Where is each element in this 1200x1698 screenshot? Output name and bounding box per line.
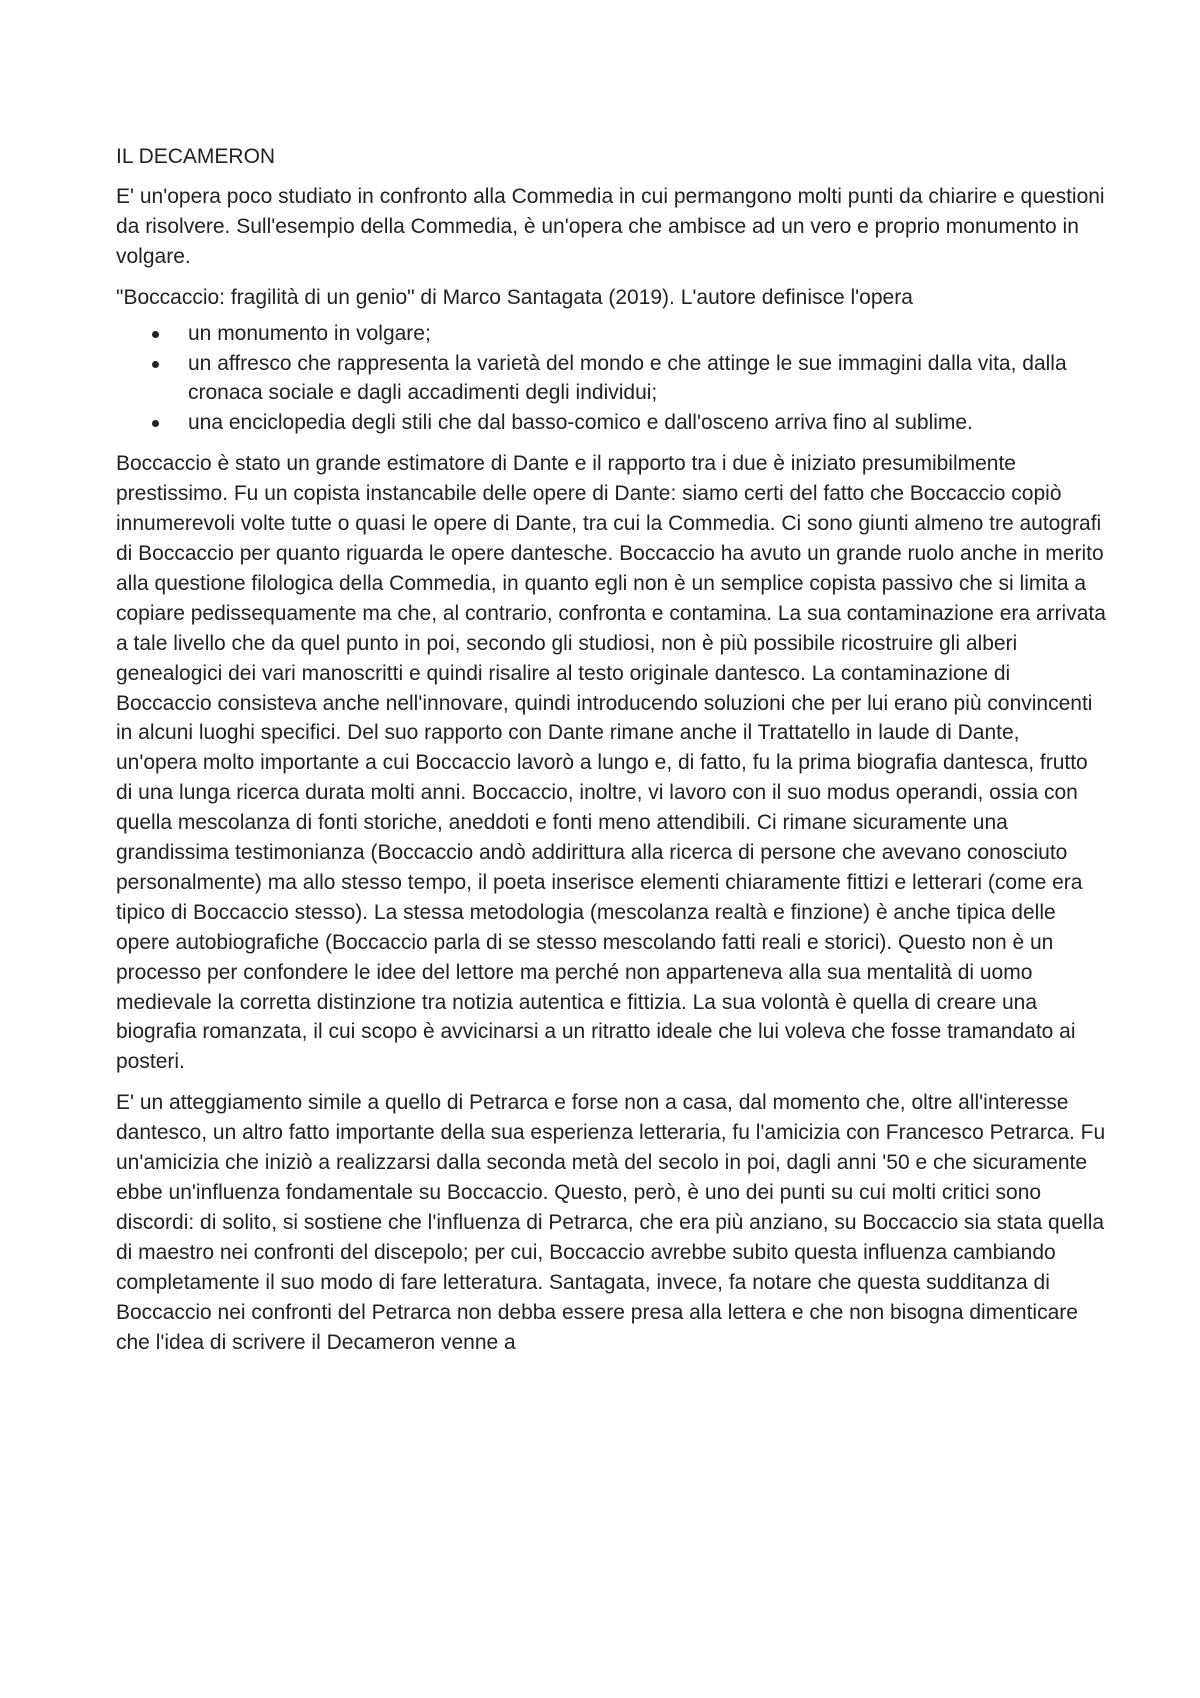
paragraph-intro: E' un'opera poco studiato in confronto alla Commedia in cui permangono molti punti da chiarire e questioni da risolvere. Sull'esempio della Commedia, è un'opera che ambisce ad un vero e proprio monumento in volgare. [116, 185, 1105, 268]
bullet-item [116, 319, 1106, 349]
document-body [116, 142, 1106, 1368]
bullet-item [116, 408, 1106, 438]
bullet-list [116, 319, 1106, 439]
bullet-dot-icon [152, 420, 159, 427]
bullet-text: un monumento in volgare; [188, 321, 431, 345]
paragraph-dante: Boccaccio è stato un grande estimatore di Dante e il rapporto tra i due è iniziato presumibilmente prestissimo. Fu un copista instancabile delle opere di Dante: siamo certi del fatto che Boccaccio copiò innumerevoli volte tutte o quasi le opere di Dante, tra cui la Commedia. Ci sono giunti almeno tre autografi di Boccaccio per quanto riguarda le opere dantesche. Boccaccio ha avuto un grande ruolo anche in merito alla questione filologica della Commedia, in quanto egli non è un semplice copista passivo che si limita a copiare pedissequamente ma che, al contrario, confronta e contamina. La sua contaminazione era arrivata a tale livello che da quel punto in poi, secondo gli studiosi, non è più possibile ricostruire gli alberi genealogici dei vari manoscritti e quindi risalire al testo originale dantesco. La contaminazione di Boccaccio consisteva anche nell'innovare, quindi introducendo soluzioni che per lui erano più convincenti in alcuni luoghi specifici. Del suo rapporto con Dante rimane anche il Trattatello in laude di Dante, un'opera molto importante a cui Boccaccio lavorò a lungo e, di fatto, fu la prima biografia dantesca, frutto di una lunga ricerca durata molti anni. Boccaccio, inoltre, vi lavoro con il suo modus operandi, ossia con quella mescolanza di fonti storiche, aneddoti e fonti meno attendibili. Ci rimane sicuramente una grandissima testimonianza (Boccaccio andò addirittura alla ricerca di persone che avevano conosciuto personalmente) ma allo stesso tempo, il poeta inserisce elementi chiaramente fittizi e letterari (come era tipico di Boccaccio stesso). La stessa metodologia (mescolanza realtà e finzione) è anche tipica delle opere autobiografiche (Boccaccio parla di se stesso mescolando fatti reali e storici). Questo non è un processo per confondere le idee del lettore ma perché non apparteneva alla sua mentalità di uomo medievale la corretta distinzione tra notizia autentica e fittizia. La sua volontà è quella di creare una biografia romanzata, il cui scopo è avvicinarsi a un ritratto ideale che lui voleva che fosse tramandato ai posteri. [116, 452, 1106, 1074]
bullet-text: una enciclopedia degli stili che dal basso-comico e dall'osceno arriva fino al sublime. [188, 411, 973, 435]
bullet-dot-icon [152, 331, 159, 338]
bullet-item [116, 349, 1106, 409]
bullet-text: un affresco che rappresenta la varietà del mondo e che attinge le sue immagini dalla vita, dalla cronaca sociale e dagli accadimenti degli individui; [188, 351, 1067, 405]
paragraph-petrarca: E' un atteggiamento simile a quello di Petrarca e forse non a casa, dal momento che, oltre all'interesse dantesco, un altro fatto importante della sua esperienza letteraria, fu l'amicizia con Francesco Petrarca. Fu un'amicizia che iniziò a realizzarsi dalla seconda metà del secolo in poi, dagli anni '50 e che sicuramente ebbe un'influenza fondamentale su Boccaccio. Questo, però, è uno dei punti su cui molti critici sono discordi: di solito, si sostiene che l'influenza di Petrarca, che era più anziano, su Boccaccio sia stata quella di maestro nei confronti del discepolo; per cui, Boccaccio avrebbe subito questa influenza cambiando completamente il suo modo di fare letteratura. Santagata, invece, fa notare che questa sudditanza di Boccaccio nei confronti del Petrarca non debba essere presa alla lettera e che non bisogna dimenticare che l'idea di scrivere il Decameron venne a [116, 1091, 1106, 1354]
document-title: IL DECAMERON [116, 145, 276, 168]
bullet-dot-icon [152, 361, 159, 368]
paragraph-quote: "Boccaccio: fragilità di un genio" di Marco Santagata (2019). L'autore definisce l'opera [116, 285, 913, 309]
